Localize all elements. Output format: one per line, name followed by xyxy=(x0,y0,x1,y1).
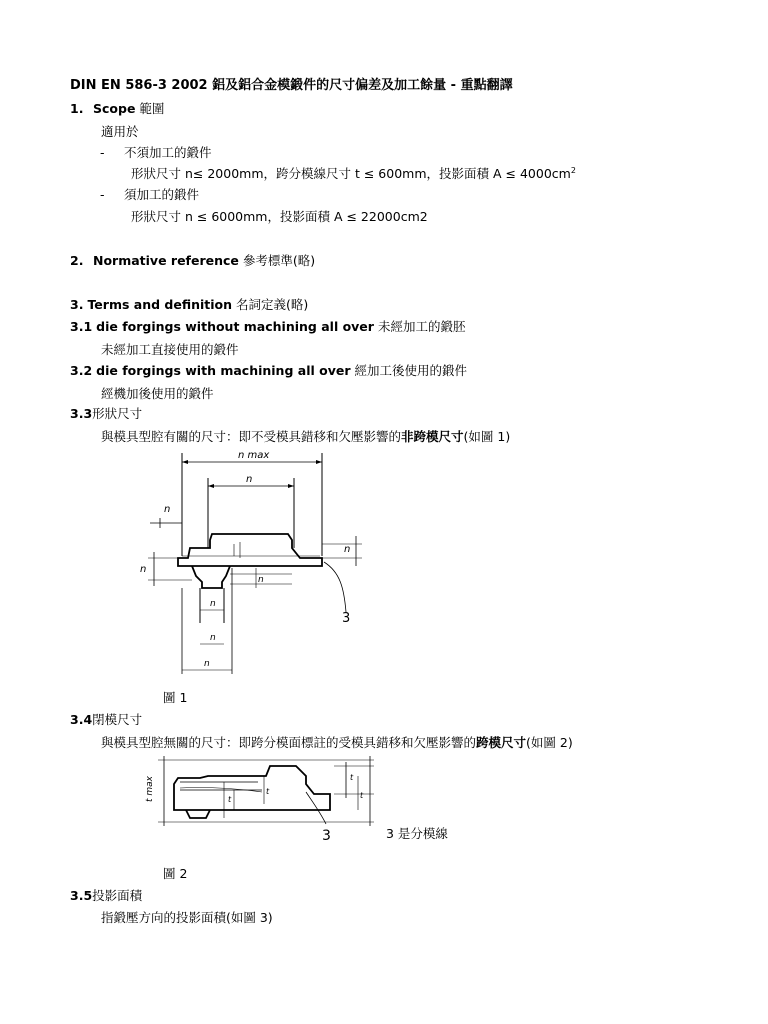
section-3-4-zh: 閉模尺寸 xyxy=(92,712,143,727)
section-1-item-1-detail xyxy=(131,166,576,182)
section-1-heading xyxy=(93,101,164,117)
item-1-detail-sup: 2 xyxy=(570,165,576,175)
section-3-4-desc-a: 與模具型腔無關的尺寸：即跨分模面標註的受模具錯移和欠壓影響的 xyxy=(101,735,477,750)
section-3-3-desc-a: 與模具型腔有關的尺寸：即不受模具錯移和欠壓影響的 xyxy=(101,429,402,444)
section-3-1-number: 3.1 xyxy=(70,319,93,334)
section-1-label: Scope xyxy=(93,101,136,116)
section-1-item-2-detail: 形狀尺寸 n ≤ 6000mm，投影面積 A ≤ 22000cm2 xyxy=(131,209,428,224)
section-3-5-desc: 指鍛壓方向的投影面積(如圖 3) xyxy=(101,910,273,925)
fig1-label-3: 3 xyxy=(342,611,351,626)
section-2-label: Normative reference xyxy=(93,253,239,268)
section-3-heading xyxy=(70,297,308,313)
section-3-1-heading xyxy=(70,319,465,335)
section-2-heading xyxy=(93,253,315,269)
figure-1-caption: 圖 1 xyxy=(163,690,188,705)
section-3-3-zh: 形狀尺寸 xyxy=(92,406,143,421)
section-3-zh: 名詞定義(略) xyxy=(236,297,309,312)
bullet-dash-2: - xyxy=(100,187,105,202)
section-1-intro: 適用於 xyxy=(101,124,139,139)
section-3-5-zh: 投影面積 xyxy=(92,888,143,903)
fig2-label-t-2: t xyxy=(266,787,270,796)
fig1-label-n-top: n xyxy=(246,474,253,485)
section-3-4-number: 3.4 xyxy=(70,712,93,727)
section-3-2-heading xyxy=(70,363,467,379)
bullet-dash-1: - xyxy=(100,145,105,160)
section-3-3-desc xyxy=(101,429,510,445)
section-2-number: 2. xyxy=(70,253,84,268)
section-1-item-2: 須加工的鍛件 xyxy=(124,187,200,202)
section-3-2-label: die forgings with machining all over xyxy=(96,363,351,378)
item-1-detail-text: 形狀尺寸 n≤ 2000mm，跨分模線尺寸 t ≤ 600mm，投影面積 A ≤ 4000cm xyxy=(131,166,571,181)
fig1-label-n-right: n xyxy=(344,544,351,555)
fig1-label-n-mid: n xyxy=(210,599,216,609)
section-2-zh: 參考標準(略) xyxy=(242,253,316,268)
fig1-label-n-bottom: n xyxy=(204,659,210,669)
section-3-4-desc xyxy=(101,735,573,751)
figure-1-drawing xyxy=(130,448,370,683)
section-3-1-desc: 未經加工直接使用的鍛件 xyxy=(101,342,239,357)
section-3-2-zh: 經加工後使用的鍛件 xyxy=(354,363,467,378)
section-3-label: Terms and definition xyxy=(87,297,233,312)
fig2-label-3: 3 xyxy=(322,828,331,844)
section-3-2-desc: 經機加後使用的鍛件 xyxy=(101,386,214,401)
section-3-2-number: 3.2 xyxy=(70,363,93,378)
section-3-5-heading xyxy=(70,888,142,904)
fig1-label-n-mid2: n xyxy=(210,633,216,643)
section-3-4-desc-b: (如圖 2) xyxy=(526,735,573,750)
figure-2-caption: 圖 2 xyxy=(163,866,188,881)
fig2-label-t-1: t xyxy=(228,795,232,804)
section-3-4-desc-bold: 跨模尺寸 xyxy=(476,735,527,750)
document-title: DIN EN 586-3 2002 鋁及鋁合金模鍛件的尺寸偏差及加工餘量 - 重點翻譯 xyxy=(70,78,513,93)
section-3-5-number: 3.5 xyxy=(70,888,93,903)
section-3-3-desc-bold: 非跨模尺寸 xyxy=(401,429,464,444)
section-1-number: 1. xyxy=(70,101,84,116)
section-3-4-heading xyxy=(70,712,142,728)
fig1-label-nmax: n max xyxy=(238,450,270,461)
fig1-label-n-side: n xyxy=(140,564,147,575)
section-3-1-zh: 未經加工的鍛胚 xyxy=(377,319,466,334)
figure-2-note: 3 是分模線 xyxy=(386,826,448,841)
fig1-label-n-inner: n xyxy=(258,575,264,585)
fig1-label-n-left: n xyxy=(164,504,171,515)
section-1-zh: 範圍 xyxy=(139,101,165,116)
section-3-number: 3. xyxy=(70,297,84,312)
section-3-1-label: die forgings without machining all over xyxy=(96,319,374,334)
fig2-label-t-4: t xyxy=(360,791,364,800)
section-3-3-number: 3.3 xyxy=(70,406,93,421)
figure-2-drawing xyxy=(138,752,383,844)
fig2-label-tmax: t max xyxy=(145,776,155,802)
fig2-label-t-3: t xyxy=(350,773,354,782)
section-3-3-desc-b: (如圖 1) xyxy=(463,429,511,444)
section-3-3-heading xyxy=(70,406,142,422)
section-1-item-1: 不須加工的鍛件 xyxy=(124,145,212,160)
